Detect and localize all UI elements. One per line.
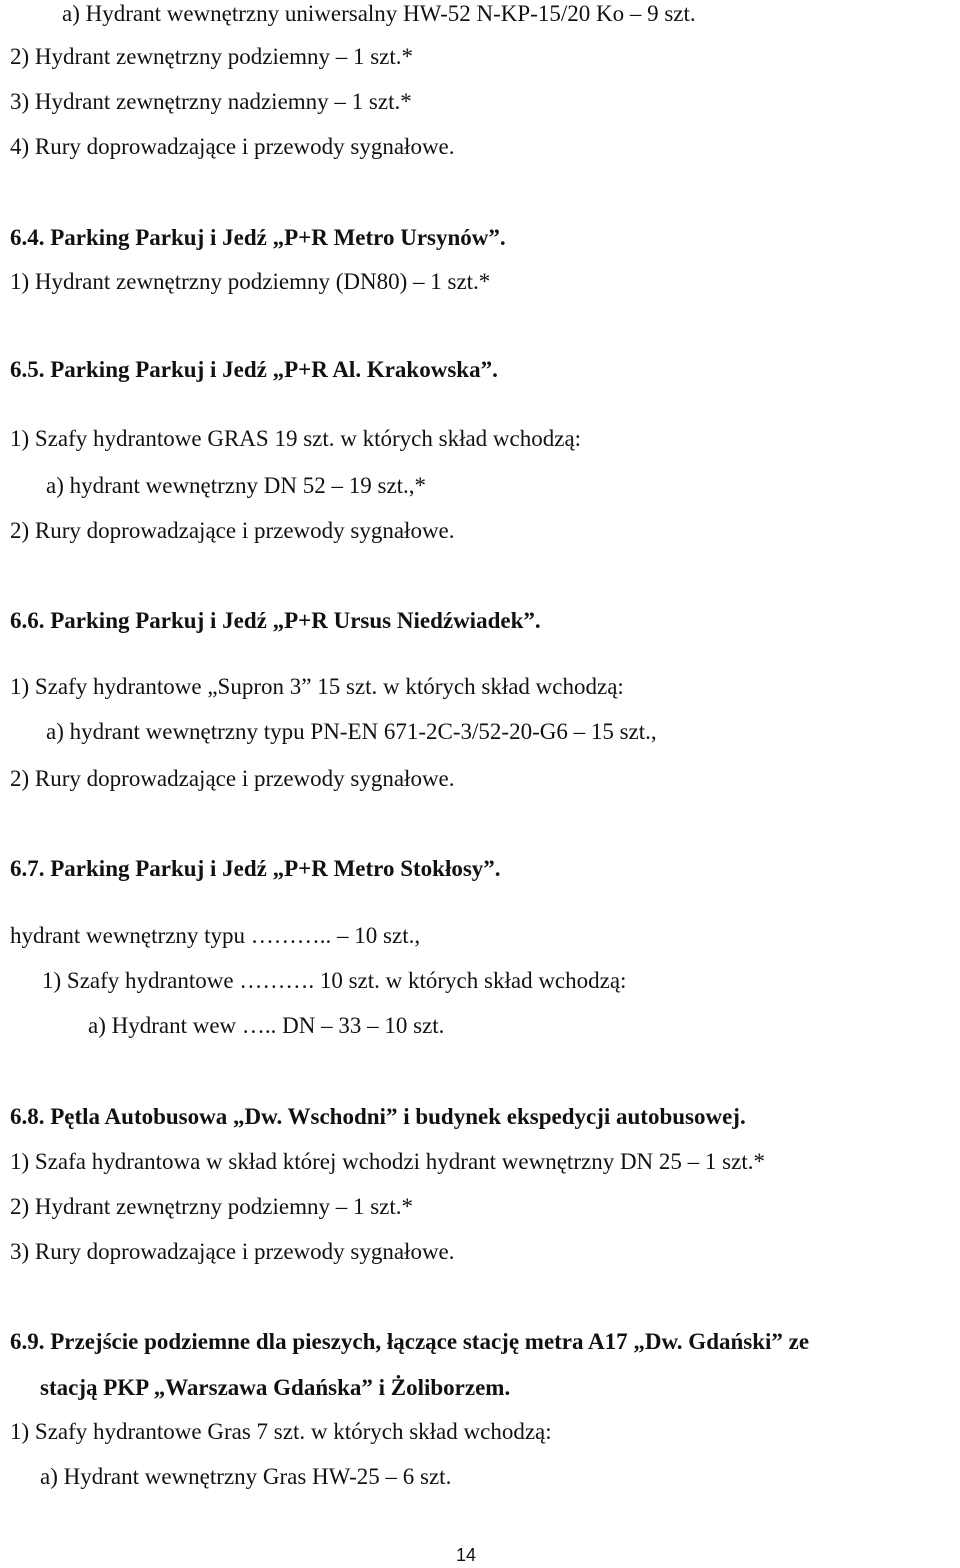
text-line-6-5-1: 1) Szafy hydrantowe GRAS 19 szt. w których skład wchodzą:	[10, 426, 582, 451]
section-heading-6-9-continued: stacją PKP „Warszawa Gdańska” i Żoliborzem.	[40, 1375, 511, 1400]
text-line-6-4-1: 1) Hydrant zewnętrzny podziemny (DN80) – 1 szt.*	[10, 269, 491, 294]
text-line-6-6-a: a) hydrant wewnętrzny typu PN-EN 671-2C-3/52-20-G6 – 15 szt.,	[46, 719, 657, 744]
text-line-2-hydrant-podziemny: 2) Hydrant zewnętrzny podziemny – 1 szt.*	[10, 44, 414, 69]
section-heading-6-9: 6.9. Przejście podziemne dla pieszych, łączące stację metra A17 „Dw. Gdański” ze	[10, 1329, 810, 1354]
section-heading-6-8: 6.8. Pętla Autobusowa „Dw. Wschodni” i budynek ekspedycji autobusowej.	[10, 1104, 746, 1129]
text-line-3-hydrant-nadziemny: 3) Hydrant zewnętrzny nadziemny – 1 szt.*	[10, 89, 412, 114]
text-line-6-9-a: a) Hydrant wewnętrzny Gras HW-25 – 6 szt.	[40, 1464, 452, 1489]
text-line-6-8-3: 3) Rury doprowadzające i przewody sygnałowe.	[10, 1239, 455, 1264]
text-line-6-5-a: a) hydrant wewnętrzny DN 52 – 19 szt.,*	[46, 473, 427, 498]
section-heading-6-4: 6.4. Parking Parkuj i Jedź „P+R Metro Ursynów”.	[10, 225, 506, 250]
text-line-6-9-1: 1) Szafy hydrantowe Gras 7 szt. w których skład wchodzą:	[10, 1419, 552, 1444]
text-line-6-5-2: 2) Rury doprowadzające i przewody sygnałowe.	[10, 518, 455, 543]
section-heading-6-5: 6.5. Parking Parkuj i Jedź „P+R Al. Krakowska”.	[10, 357, 498, 382]
text-line-6-7-hydrant: hydrant wewnętrzny typu ……….. – 10 szt.,	[10, 923, 421, 948]
text-line-6-8-1: 1) Szafa hydrantowa w skład której wchodzi hydrant wewnętrzny DN 25 – 1 szt.*	[10, 1149, 765, 1174]
text-line-6-6-2: 2) Rury doprowadzające i przewody sygnałowe.	[10, 766, 455, 791]
section-heading-6-6: 6.6. Parking Parkuj i Jedź „P+R Ursus Niedźwiadek”.	[10, 608, 541, 633]
text-line-6-8-2: 2) Hydrant zewnętrzny podziemny – 1 szt.*	[10, 1194, 414, 1219]
text-line-4-rury: 4) Rury doprowadzające i przewody sygnałowe.	[10, 134, 455, 159]
text-line-6-7-a: a) Hydrant wew ….. DN – 33 – 10 szt.	[88, 1013, 445, 1038]
text-line-6-6-1: 1) Szafy hydrantowe „Supron 3” 15 szt. w których skład wchodzą:	[10, 674, 624, 699]
page-number: 14	[455, 1545, 477, 1565]
text-line-6-7-1: 1) Szafy hydrantowe ………. 10 szt. w których skład wchodzą:	[42, 968, 627, 993]
section-heading-6-7: 6.7. Parking Parkuj i Jedź „P+R Metro Stokłosy”.	[10, 856, 501, 881]
text-line-a-hydrant-uniwersalny: a) Hydrant wewnętrzny uniwersalny HW-52 N-KP-15/20 Ko – 9 szt.	[62, 1, 696, 26]
